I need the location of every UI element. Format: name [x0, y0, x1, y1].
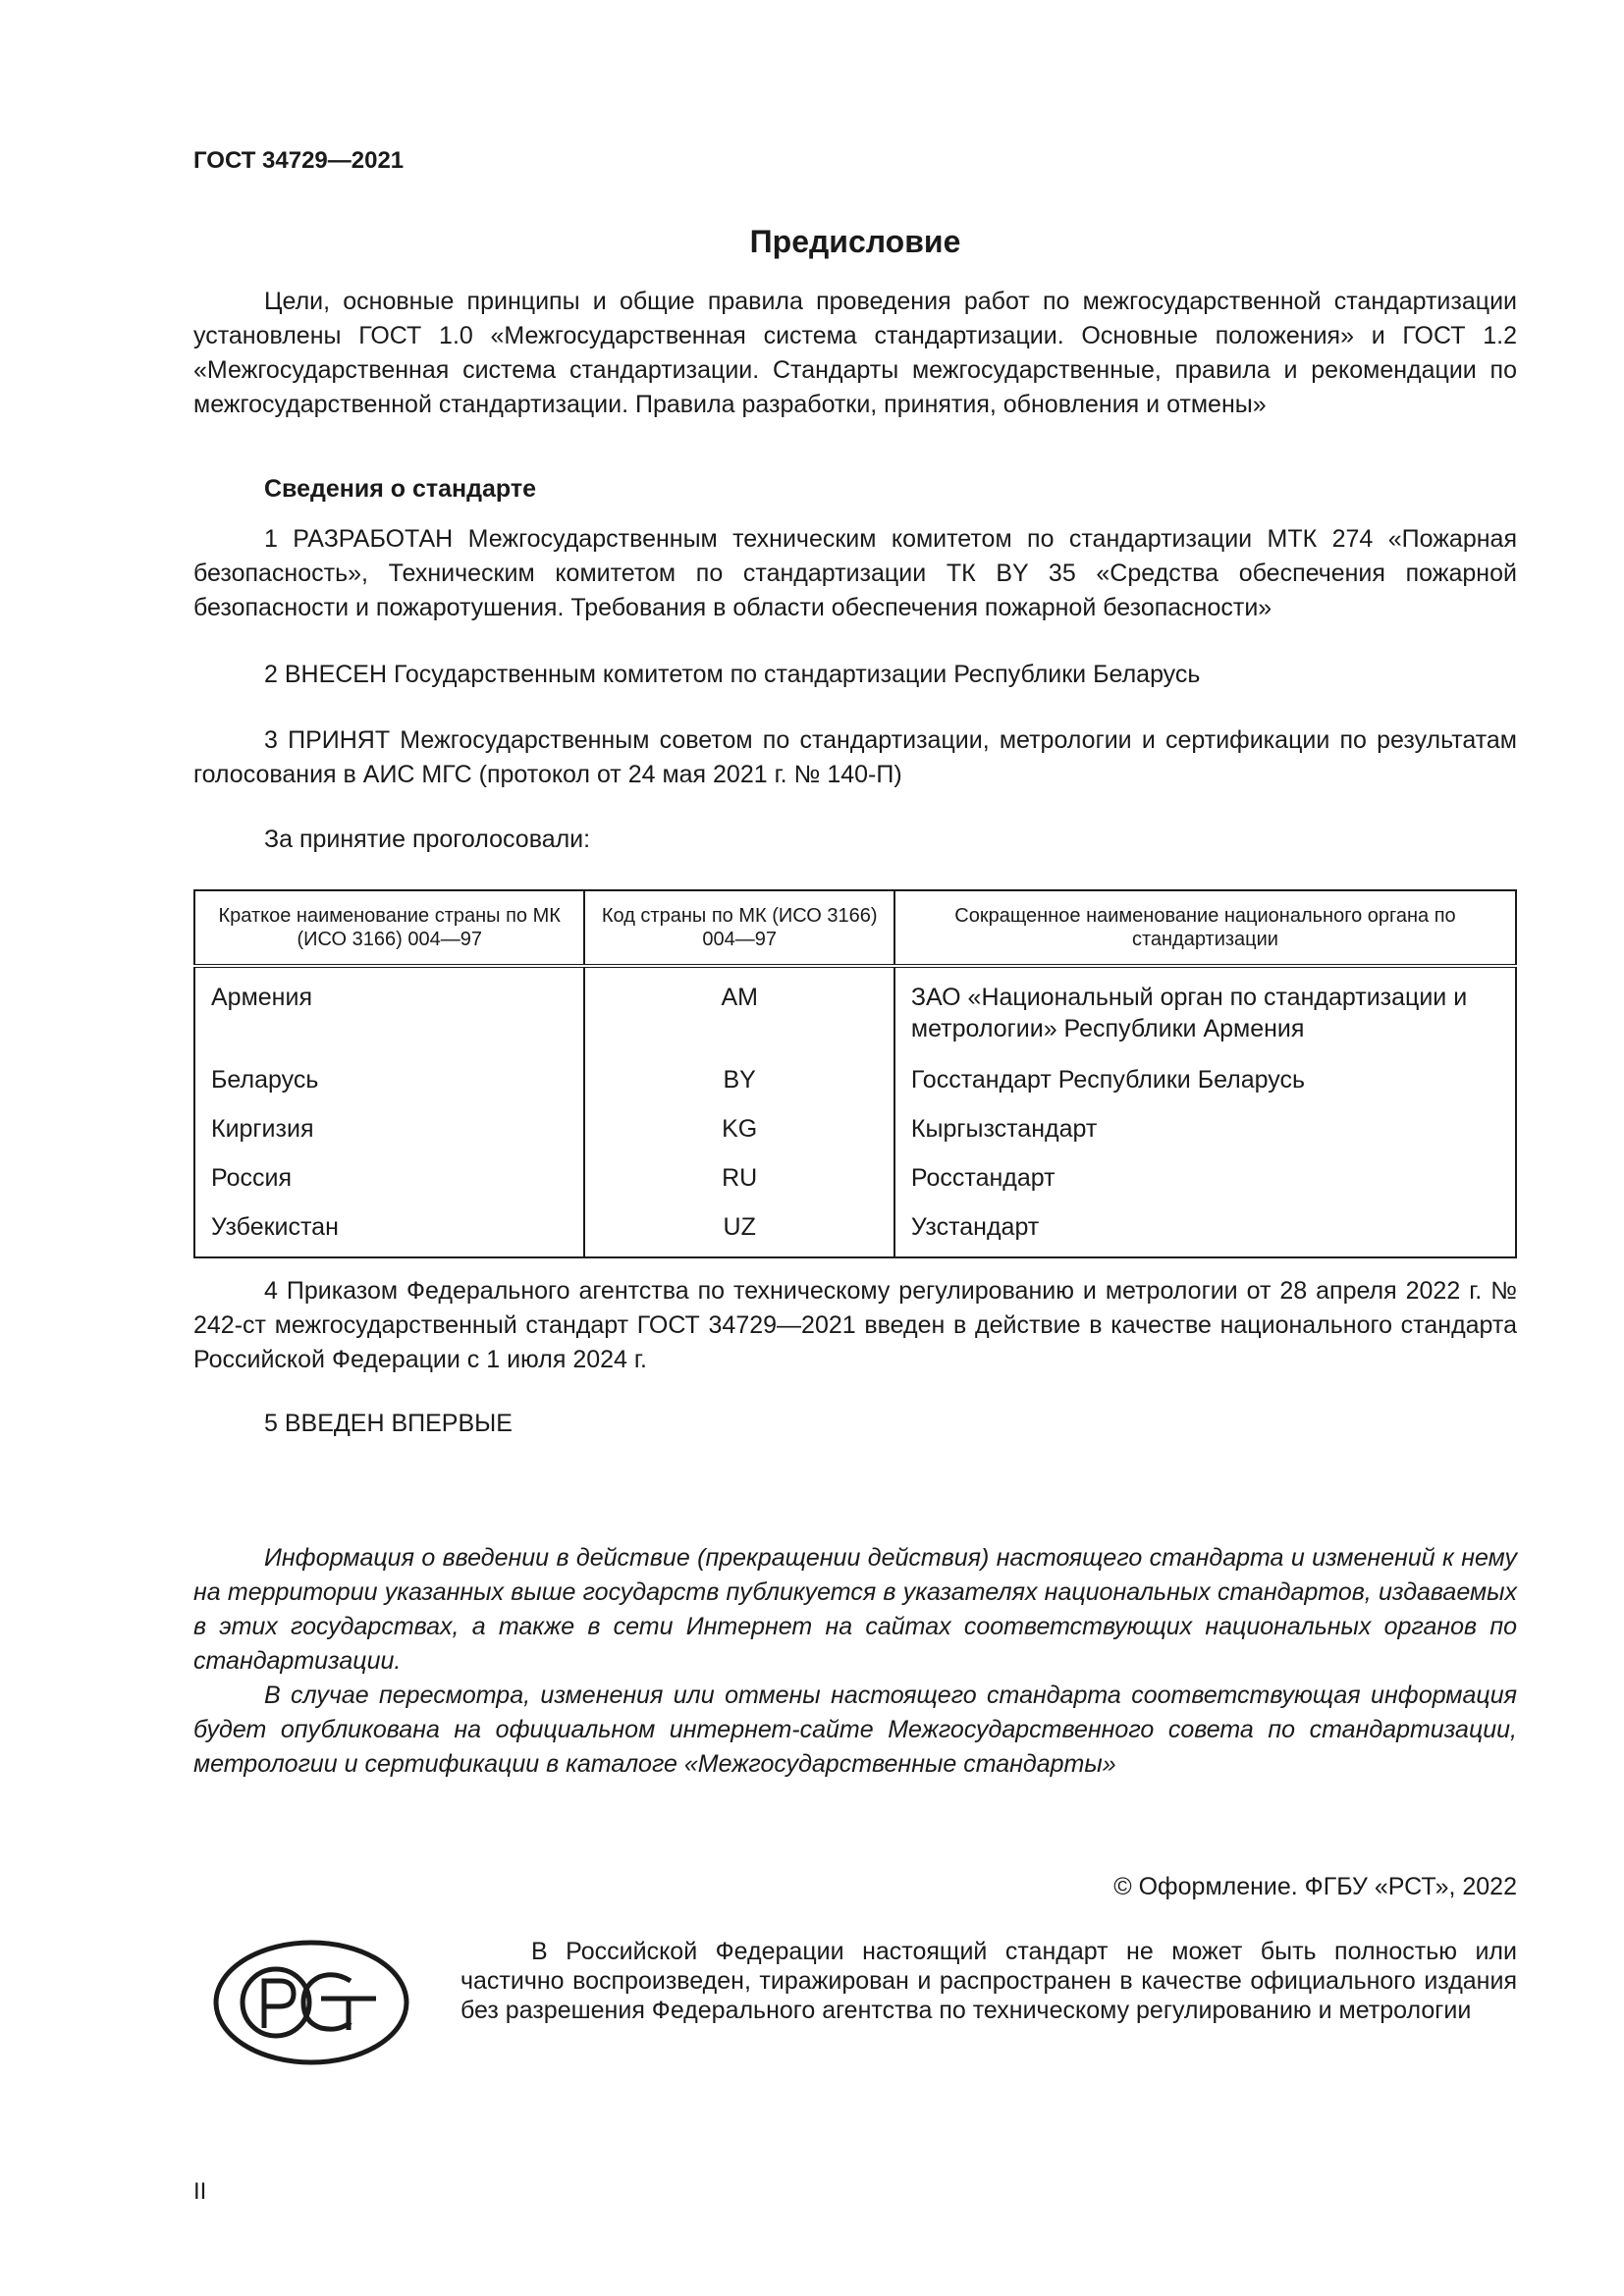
body-cell: ЗАО «Национальный орган по стандартизации и метрологии» Республики Армения [894, 966, 1516, 1054]
notice-text: В Российской Федерации настоящий стандарт не может быть полностью или частично воспроизведен, тиражирован и распространен в качестве официального издания без разрешения Федерального агентства по техническому регулированию и метрологии [460, 1938, 1517, 2024]
country-cell: Киргизия [211, 1115, 314, 1143]
document-code-header: ГОСТ 34729—2021 [193, 147, 405, 174]
code-cell: AM [584, 966, 893, 1054]
table-row [194, 1152, 1516, 1201]
column-header-country: Краткое наименование страны по МК (ИСО 3166) 004—97 [194, 890, 584, 966]
body-cell: Росстандарт [894, 1152, 1516, 1201]
column-header-body: Сокращенное наименование национального органа по стандартизации [894, 890, 1516, 966]
country-cell: Россия [211, 1164, 292, 1192]
table-row [194, 1201, 1516, 1257]
copyright-line: © Оформление. ФГБУ «РСТ», 2022 [1113, 1873, 1517, 1900]
item-1-text: 1 РАЗРАБОТАН Межгосударственным техническим комитетом по стандартизации МТК 274 «Пожарная безопасность», Техническим комитетом по стандартизации ТК BY 35 «Средства обеспечения пожарной безопасности и пожаротушения. Требования в области обеспечения пожарной безопасности» [193, 525, 1517, 621]
country-cell: Узбекистан [211, 1213, 339, 1241]
body-cell: Кыргызстандарт [894, 1103, 1516, 1152]
item-5-text: 5 ВВЕДЕН ВПЕРВЫЕ [264, 1410, 513, 1437]
code-cell: RU [584, 1152, 893, 1201]
item-4-paragraph [193, 1274, 1517, 1377]
page-title: Предисловие [749, 224, 961, 259]
item-4-text: 4 Приказом Федерального агентства по техническому регулированию и метрологии от 28 апреля 2022 г. № 242-ст межгосударственный стандарт ГОСТ 34729—2021 введен в действие в качестве национального стандарта Российской Федерации с 1 июля 2024 г. [193, 1277, 1517, 1373]
rst-certification-mark-icon [211, 1938, 411, 2067]
info-italic-2: В случае пересмотра, изменения или отмены настоящего стандарта соответствующая информация будет опубликована на официальном интернет-сайте Межгосударственного совета по стандартизации, метрологии и сертификации в каталоге «Межгосударственные стандарты» [193, 1682, 1517, 1778]
voted-label: За принятие проголосовали: [264, 826, 591, 853]
item-3-paragraph [193, 723, 1517, 792]
country-cell: Беларусь [211, 1066, 319, 1094]
info-italic-block [193, 1541, 1517, 1782]
item-2-text: 2 ВНЕСЕН Государственным комитетом по стандартизации Республики Беларусь [264, 661, 1201, 688]
voted-label-paragraph [193, 823, 1517, 857]
column-header-code: Код страны по МК (ИСО 3166) 004—97 [584, 890, 893, 966]
item-5-paragraph [193, 1407, 1517, 1441]
member-states-table [193, 889, 1517, 1258]
table-row [194, 1103, 1516, 1152]
code-cell: KG [584, 1103, 893, 1152]
page-number: II [193, 2178, 207, 2205]
info-italic-1: Информация о введении в действие (прекращении действия) настоящего стандарта и изменений к нему на территории указанных выше государств публикуется в указателях национальных стандартов, издаваемых в этих государствах, а также в сети Интернет на сайтах соответствующих национальных органов по стандартизации. [193, 1544, 1517, 1675]
intro-paragraph [193, 285, 1517, 422]
intro-text: Цели, основные принципы и общие правила проведения работ по межгосударственной стандартизации установлены ГОСТ 1.0 «Межгосударственная система стандартизации. Основные положения» и ГОСТ 1.2 «Межгосударственная система стандартизации. Стандарты межгосударственные, правила и рекомендации по межгосударственной стандартизации. Правила разработки, принятия, обновления и отмены» [193, 288, 1517, 418]
body-cell: Узстандарт [894, 1201, 1516, 1257]
item-3-text: 3 ПРИНЯТ Межгосударственным советом по стандартизации, метрологии и сертификации по результатам голосования в АИС МГС (протокол от 24 мая 2021 г. № 140-П) [193, 726, 1517, 788]
body-cell: Госстандарт Республики Беларусь [894, 1054, 1516, 1103]
code-cell: BY [584, 1054, 893, 1103]
item-1-paragraph [193, 522, 1517, 625]
country-cell: Армения [211, 984, 312, 1011]
item-2-paragraph [193, 658, 1517, 692]
copyright-notice [460, 1937, 1517, 2025]
code-cell: UZ [584, 1201, 893, 1257]
table-header-row [194, 890, 1516, 966]
table-row [194, 966, 1516, 1054]
info-heading: Сведения о стандарте [264, 475, 537, 503]
table-row [194, 1054, 1516, 1103]
